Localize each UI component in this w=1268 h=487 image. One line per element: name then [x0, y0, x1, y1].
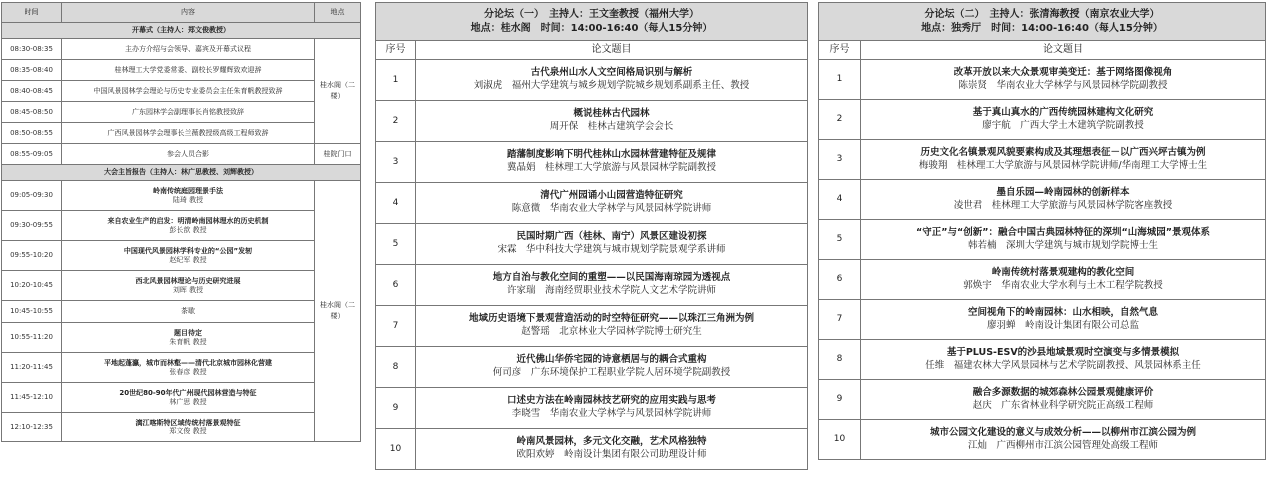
paper-title: 近代佛山华侨宅园的诗意栖居与的耦合式重构 [516, 354, 707, 366]
paper-speaker: 赵庆 广东省林业科学研究院正高级工程师 [972, 399, 1154, 411]
paper-cell [416, 183, 808, 224]
paper-speaker: 陈意微 华南农业大学林学与风景园林学院讲师 [511, 203, 712, 214]
keynote-row [2, 383, 361, 413]
paper-number: 7 [376, 306, 416, 347]
opening-section-row [2, 23, 361, 39]
number-header: 序号 [819, 41, 861, 60]
paper-number: 1 [819, 60, 861, 100]
paper-number: 9 [819, 380, 861, 420]
time-cell: 08:35-08:40 [2, 60, 62, 81]
keynote-row [2, 181, 361, 211]
paper-speaker: 冀晶娟 桂林理工大学旅游与风景园林学院副教授 [506, 162, 716, 173]
keynote-cell [62, 383, 315, 413]
paper-cell [861, 140, 1266, 180]
paper-cell [861, 300, 1266, 340]
paper-row [376, 265, 808, 306]
paper-row [376, 388, 808, 429]
paper-cell [416, 224, 808, 265]
paper-row [376, 347, 808, 388]
paper-cell [861, 380, 1266, 420]
keynote-row [2, 323, 361, 353]
keynote-speaker: 林广思 教授 [169, 397, 207, 406]
paper-title: 踏藩制度影响下明代桂林山水园林营建特征及规律 [506, 149, 716, 161]
keynote-title: 平地起蓬瀛，城市而林壑——清代北京城市园林化营建 [104, 359, 272, 368]
paper-title: 民国时期广西（桂林、南宁）风景区建设初探 [516, 231, 707, 243]
keynote-title: 题目待定 [174, 329, 202, 338]
paper-row [376, 224, 808, 265]
time-cell: 09:05-09:30 [2, 181, 62, 211]
paper-cell [861, 340, 1266, 380]
forum-two-table [818, 2, 1266, 460]
paper-speaker: 凌世君 桂林理工大学旅游与风景园林学院客座教授 [953, 199, 1173, 211]
time-cell: 10:55-11:20 [2, 323, 62, 353]
content-cell: 广西风景园林学会理事长兰薇教授级高级工程师致辞 [62, 123, 315, 144]
paper-row [819, 140, 1266, 180]
keynote-cell [62, 211, 315, 241]
time-cell: 10:45-10:55 [2, 301, 62, 323]
keynote-row [2, 353, 361, 383]
paper-row [376, 142, 808, 183]
break-label: 茶歇 [181, 307, 195, 316]
paper-title-header: 论文题目 [861, 41, 1266, 60]
paper-number: 2 [819, 100, 861, 140]
paper-speaker: 廖羽蝉 岭南设计集团有限公司总监 [986, 319, 1139, 331]
time-cell: 08:55-09:05 [2, 144, 62, 165]
paper-title: 古代泉州山水人文空间格局识别与解析 [530, 67, 693, 79]
paper-cell [861, 260, 1266, 300]
paper-speaker: 任维 福建农林大学风景园林与艺术学院副教授、风景园林系主任 [925, 359, 1201, 371]
location-cell-keynote: 桂水阁（二楼） [315, 181, 361, 442]
forum-title-cell [376, 3, 808, 41]
keynote-section-title: 大会主旨报告（主持人：林广思教授、刘辉教授） [2, 165, 361, 181]
forum-title-cell [819, 3, 1266, 41]
keynote-cell [62, 181, 315, 211]
paper-number: 3 [376, 142, 416, 183]
paper-row [819, 60, 1266, 100]
paper-cell [416, 429, 808, 470]
paper-number: 9 [376, 388, 416, 429]
paper-cell [861, 180, 1266, 220]
keynote-title: 漓江喀斯特区域传统村落景观特征 [135, 418, 241, 427]
time-cell: 10:20-10:45 [2, 271, 62, 301]
paper-title: 口述史方法在岭南园林技艺研究的应用实践与思考 [506, 395, 716, 407]
paper-row [376, 429, 808, 470]
paper-row [819, 100, 1266, 140]
paper-speaker: 李晓雪 华南农业大学林学与风景园林学院讲师 [511, 408, 712, 419]
schedule-row [2, 39, 361, 60]
paper-cell [861, 220, 1266, 260]
paper-speaker: 梅骏翔 桂林理工大学旅游与风景园林学院讲师/华南理工大学博士生 [918, 159, 1208, 171]
paper-speaker: 周开保 桂林古建筑学会会长 [549, 121, 674, 132]
paper-speaker: 何司彦 广东环境保护工程职业学院人居环境学院副教授 [492, 367, 731, 378]
keynote-speaker: 朱育帆 教授 [169, 337, 207, 346]
paper-number: 2 [376, 101, 416, 142]
break-row [2, 301, 361, 323]
keynote-title: 来自农业生产的启发：明清岭南园林理水的历史机制 [107, 217, 269, 226]
content-cell: 中国风景园林学会理论与历史专业委员会主任朱育帆教授致辞 [62, 81, 315, 102]
main-schedule-table [1, 2, 360, 442]
forum-column-header-row [819, 41, 1266, 60]
keynote-cell [62, 271, 315, 301]
break-cell [62, 301, 315, 323]
time-cell: 11:45-12:10 [2, 383, 62, 413]
paper-row [819, 220, 1266, 260]
paper-number: 3 [819, 140, 861, 180]
paper-number: 7 [819, 300, 861, 340]
opening-section-title: 开幕式（主持人：郑文俊教授） [2, 23, 361, 39]
schedule-row [2, 81, 361, 102]
time-cell: 08:50-08:55 [2, 123, 62, 144]
forum-subtitle: 地点：独秀厅 时间：14:00-16:40（每人15分钟） [921, 22, 1163, 34]
paper-row [819, 420, 1266, 460]
paper-title: 岭南风景园林，多元文化交融，艺术风格独特 [516, 436, 707, 448]
paper-number: 1 [376, 60, 416, 101]
paper-cell [416, 306, 808, 347]
location-cell-photo: 桂院门口 [315, 144, 361, 165]
paper-speaker: 赵警瑶 北京林业大学园林学院博士研究生 [521, 326, 702, 337]
paper-title: 城市公园文化建设的意义与成效分析——以柳州市江滨公园为例 [929, 426, 1196, 438]
paper-speaker: 刘淑虎 福州大学建筑与城乡规划学院城乡规划系副系主任、教授 [473, 80, 750, 91]
paper-cell [416, 388, 808, 429]
keynote-speaker: 赵纪军 教授 [169, 255, 207, 264]
forum-column-header-row [376, 41, 808, 60]
paper-cell [416, 265, 808, 306]
keynote-speaker: 刘晖 教授 [172, 285, 204, 294]
number-header: 序号 [376, 41, 416, 60]
forum-one-table [375, 2, 808, 470]
content-cell: 广东园林学会副理事长肖铭教授致辞 [62, 102, 315, 123]
time-cell: 12:10-12:35 [2, 413, 62, 442]
paper-speaker: 许家瑞 海南经贸职业技术学院人文艺术学院讲师 [506, 285, 716, 296]
paper-row [376, 306, 808, 347]
forum-subtitle: 地点：桂水阁 时间：14:00-16:40（每人15分钟） [470, 22, 713, 34]
paper-cell [416, 347, 808, 388]
schedule-row [2, 60, 361, 81]
paper-row [376, 101, 808, 142]
paper-speaker: 宋霖 华中科技大学建筑与城市规划学院景观学系讲师 [497, 244, 726, 255]
content-cell: 主办方介绍与会领导、嘉宾及开幕式议程 [62, 39, 315, 60]
paper-title: 地域历史语境下景观营造活动的时空特征研究——以珠江三角洲为例 [468, 313, 754, 325]
paper-title: 概说桂林古代园林 [573, 108, 650, 120]
keynote-row [2, 271, 361, 301]
keynote-cell [62, 413, 315, 442]
keynote-cell [62, 323, 315, 353]
paper-number: 5 [819, 220, 861, 260]
paper-title: 历史文化名镇景观风貌要素构成及其理想表征－以广西兴坪古镇为例 [920, 146, 1206, 158]
keynote-speaker: 郑文俊 教授 [169, 427, 207, 435]
keynote-row [2, 413, 361, 442]
forum-title-row [819, 3, 1266, 41]
schedule-header-row [2, 3, 361, 23]
paper-title: 改革开放以来大众景观审美变迁：基于网络图像视角 [953, 66, 1173, 78]
time-cell: 08:40-08:45 [2, 81, 62, 102]
time-cell: 08:45-08:50 [2, 102, 62, 123]
paper-number: 4 [819, 180, 861, 220]
paper-number: 6 [819, 260, 861, 300]
keynote-title: 岭南传统庭园理景手法 [153, 187, 223, 196]
keynote-row [2, 211, 361, 241]
paper-cell [416, 101, 808, 142]
paper-speaker: 韩若楠 深圳大学建筑与城市规划学院博士生 [967, 239, 1158, 251]
forum-title: 分论坛（一） 主持人：王文奎教授（福州大学） [484, 9, 699, 20]
keynote-speaker: 彭长歆 教授 [169, 225, 207, 234]
paper-cell [416, 60, 808, 101]
paper-row [819, 300, 1266, 340]
paper-row [819, 180, 1266, 220]
paper-title: “守正”与“创新”：融合中国古典园林特征的深圳“山海城园”景观体系 [916, 226, 1210, 238]
paper-row [819, 260, 1266, 300]
paper-row [376, 183, 808, 224]
paper-speaker: 郭焕宇 华南农业大学水利与土木工程学院教授 [963, 279, 1163, 291]
paper-row [819, 340, 1266, 380]
paper-number: 10 [376, 429, 416, 470]
time-cell: 09:55-10:20 [2, 241, 62, 271]
keynote-cell [62, 353, 315, 383]
paper-number: 6 [376, 265, 416, 306]
keynote-title: 20世纪80-90年代广州现代园林营造与特征 [119, 389, 257, 398]
schedule-row [2, 123, 361, 144]
paper-title: 空间视角下的岭南园林：山水相映，自然气息 [967, 306, 1158, 318]
time-header: 时间 [2, 3, 62, 23]
paper-title: 地方自治与教化空间的重塑——以民国海南琼园为透视点 [492, 272, 731, 284]
forum-title: 分论坛（二） 主持人：张清海教授（南京农业大学） [924, 9, 1160, 20]
keynote-section-row [2, 165, 361, 181]
paper-cell [416, 142, 808, 183]
paper-title: 融合多源数据的城郊森林公园景观健康评价 [972, 386, 1154, 398]
keynote-title: 中国现代风景园林学科专业的“公园”发轫 [123, 247, 253, 256]
paper-cell [861, 100, 1266, 140]
paper-title: 岭南传统村落景观建构的教化空间 [991, 266, 1135, 278]
paper-number: 5 [376, 224, 416, 265]
keynote-row [2, 241, 361, 271]
paper-title: 基于真山真水的广西传统园林建构文化研究 [972, 106, 1154, 118]
content-header: 内容 [62, 3, 315, 23]
location-cell-opening: 桂水阁（二楼） [315, 39, 361, 144]
paper-title: 基于PLUS-ESV的沙县地域景观时空演变与多情景模拟 [946, 346, 1180, 358]
paper-cell [861, 420, 1266, 460]
paper-title: 清代广州园诵小山园营造特征研究 [540, 190, 683, 202]
keynote-speaker: 张春彦 教授 [169, 367, 207, 376]
paper-number: 8 [376, 347, 416, 388]
paper-speaker: 廖宇航 广西大学土木建筑学院副教授 [982, 119, 1144, 131]
paper-number: 4 [376, 183, 416, 224]
paper-cell [861, 60, 1266, 100]
paper-speaker: 江灿 广西柳州市江滨公园管理处高级工程师 [967, 439, 1158, 451]
paper-speaker: 陈崇贤 华南农业大学林学与风景园林学院副教授 [958, 79, 1168, 91]
paper-row [376, 60, 808, 101]
location-header: 地点 [315, 3, 361, 23]
content-cell: 参会人员合影 [62, 144, 315, 165]
time-cell: 08:30-08:35 [2, 39, 62, 60]
keynote-title: 西北风景园林理论与历史研究进展 [135, 277, 241, 286]
paper-title-header: 论文题目 [416, 41, 808, 60]
paper-row [819, 380, 1266, 420]
time-cell: 09:30-09:55 [2, 211, 62, 241]
schedule-row [2, 102, 361, 123]
paper-number: 10 [819, 420, 861, 460]
time-cell: 11:20-11:45 [2, 353, 62, 383]
paper-number: 8 [819, 340, 861, 380]
content-cell: 桂林理工大学党委常委、副校长罗耀辉致欢迎辞 [62, 60, 315, 81]
paper-title: 墨自乐园—岭南园林的创新样本 [996, 186, 1130, 198]
forum-title-row [376, 3, 808, 41]
keynote-cell [62, 241, 315, 271]
keynote-speaker: 陆琦 教授 [172, 195, 204, 204]
photo-row [2, 144, 361, 165]
paper-speaker: 欧阳欢婷 岭南设计集团有限公司助理设计师 [516, 449, 707, 460]
